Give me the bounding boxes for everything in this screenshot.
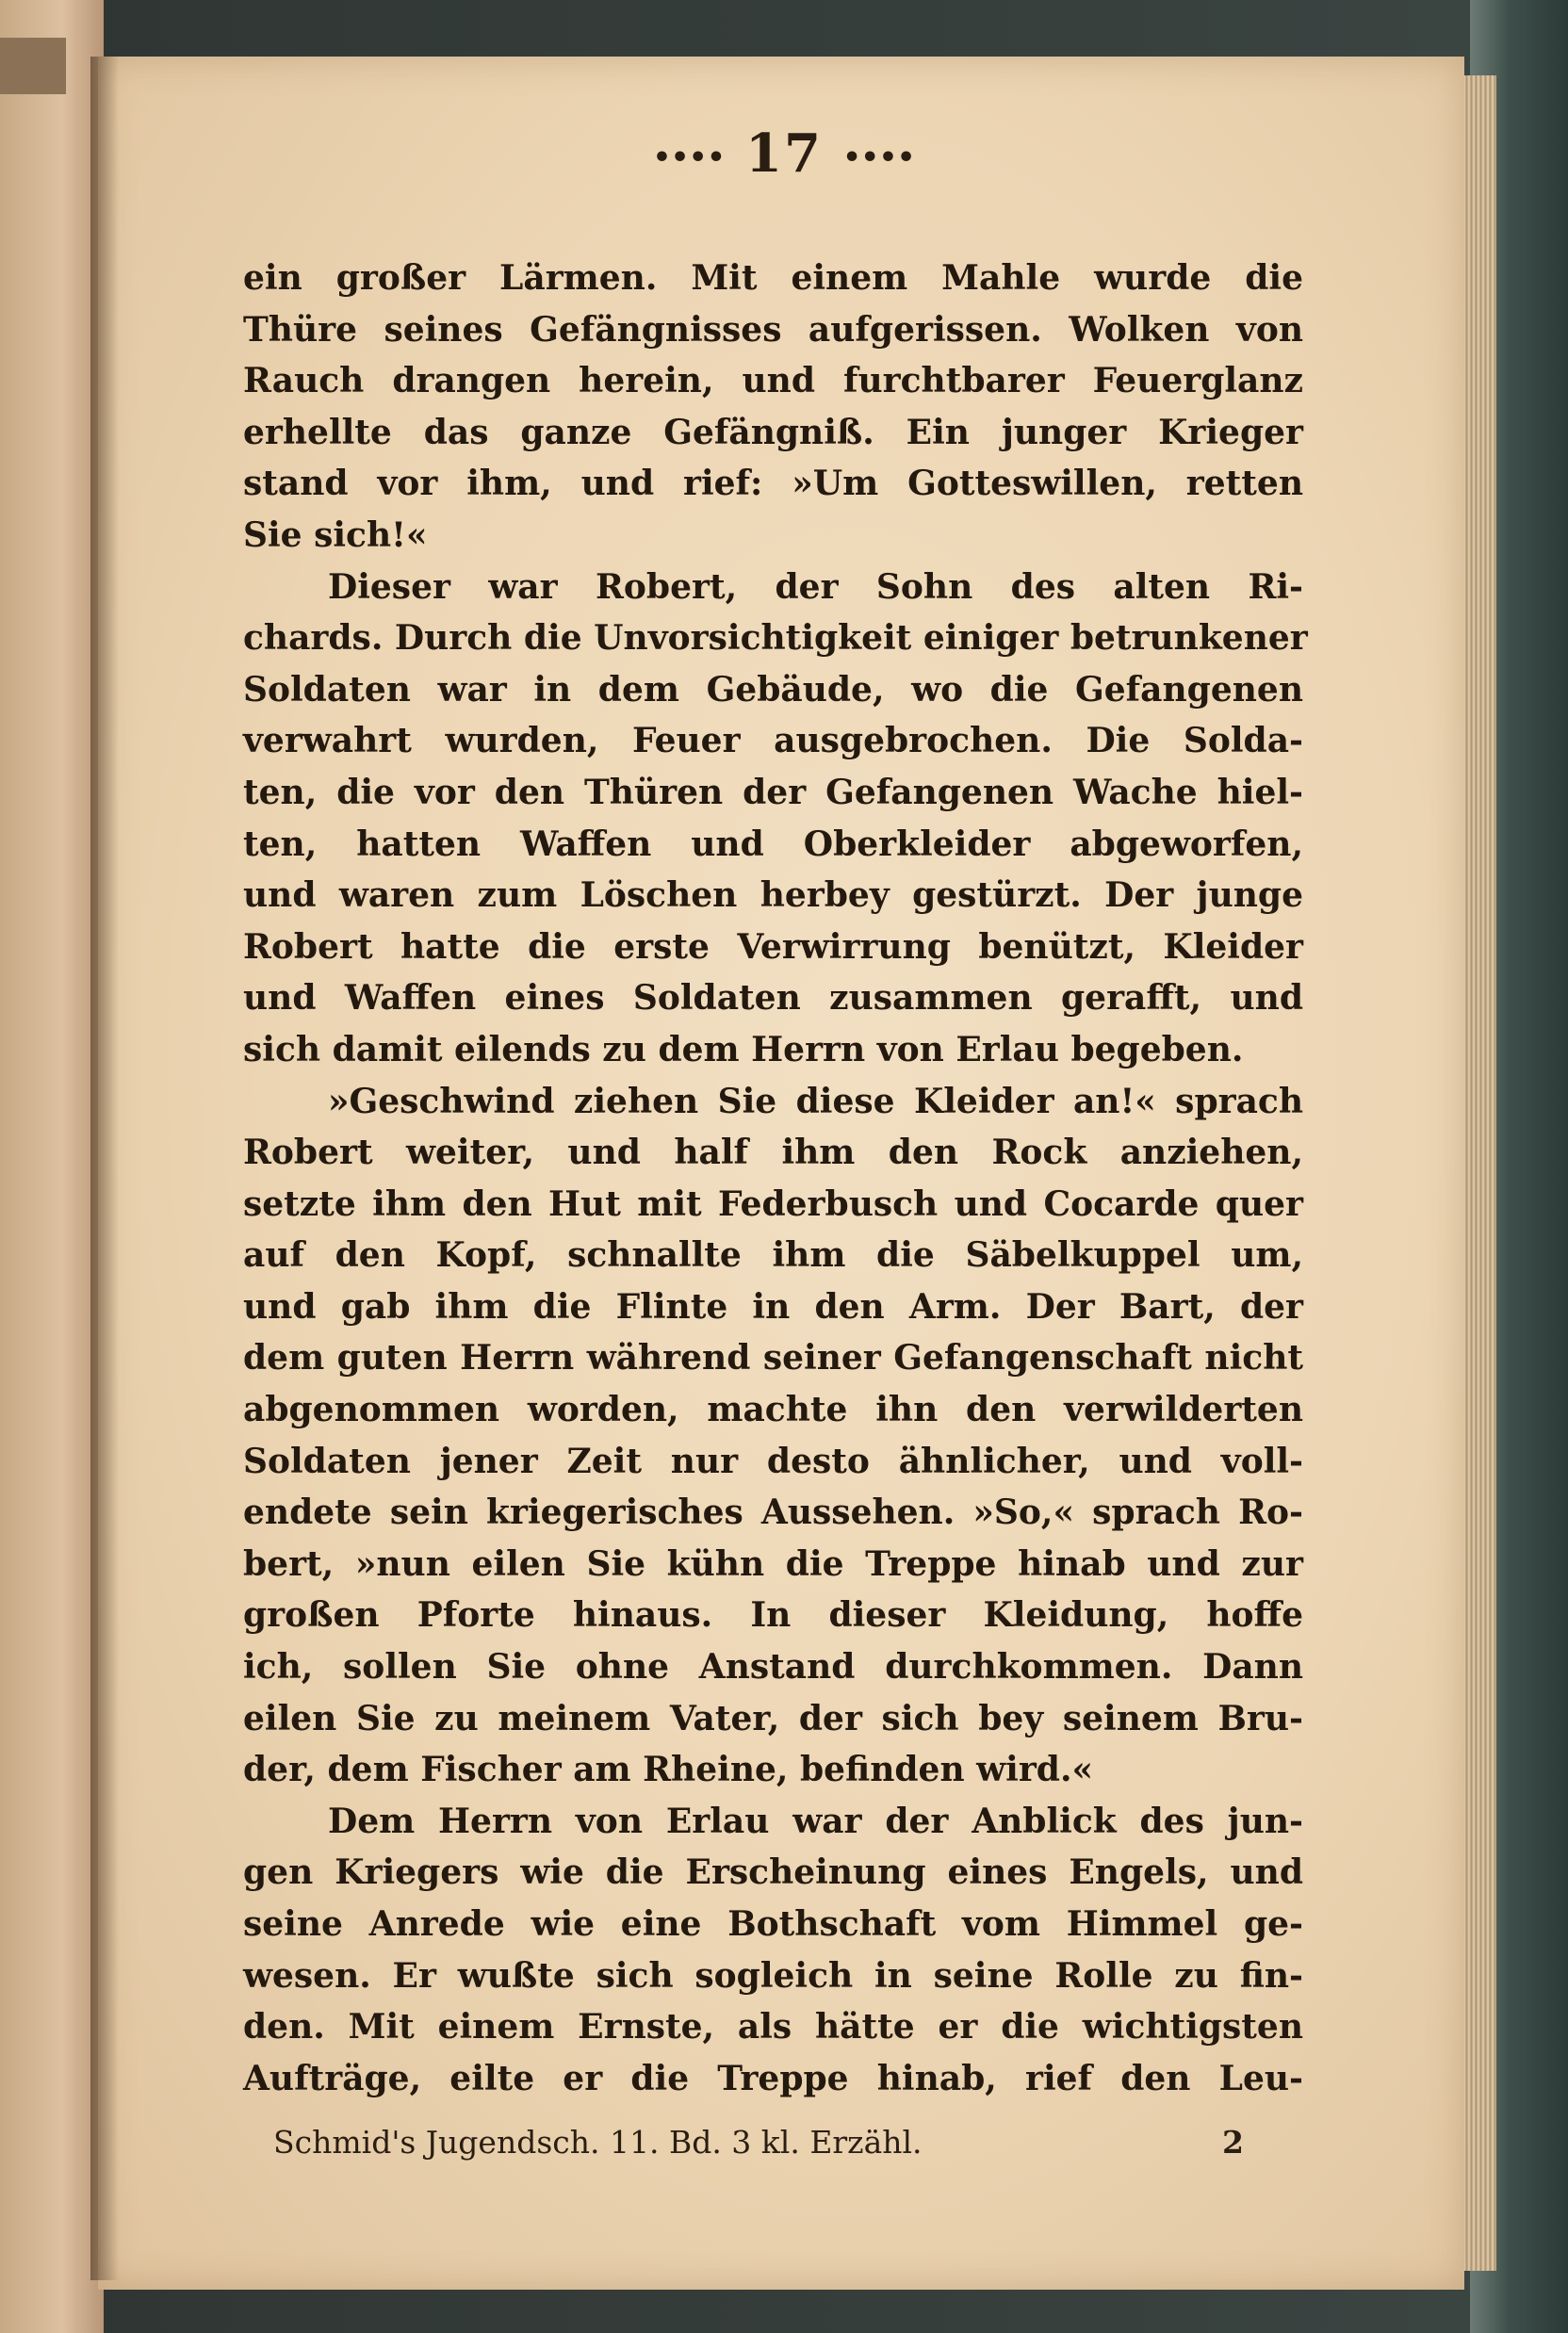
text-line: der, dem Fischer am Rheine, befinden wird.«: [243, 1750, 1094, 1790]
text-line: Robert weiter, und half ihm den Rock anziehen,: [243, 1133, 1303, 1173]
page-number: 17: [745, 122, 823, 185]
text-line: Thüre seines Gefängnisses aufgerissen. Wolken von: [243, 309, 1303, 350]
facing-page-edge: [0, 0, 104, 2333]
text-line: Soldaten war in dem Gebäude, wo die Gefangenen: [243, 669, 1303, 710]
text-line: Sie sich!«: [243, 514, 428, 555]
text-line: abgenommen worden, machte ihn den verwilderten: [243, 1390, 1303, 1430]
text-line: Robert hatte die erste Verwirrung benützt, Kleider: [243, 926, 1303, 967]
page-footer: [273, 2124, 1244, 2161]
text-line: großen Pforte hinaus. In dieser Kleidung, hoffe: [243, 1595, 1303, 1636]
text-line: stand vor ihm, und rief: »Um Gotteswillen, retten: [243, 464, 1303, 504]
text-line: wesen. Er wußte sich sogleich in seine Rolle zu fin-: [243, 1955, 1303, 1996]
text-line: ten, die vor den Thüren der Gefangenen Wache hiel-: [243, 772, 1303, 812]
text-line: und gab ihm die Flinte in den Arm. Der Bart, der: [243, 1286, 1303, 1327]
text-line: seine Anrede wie eine Bothschaft vom Himmel ge-: [243, 1904, 1303, 1944]
body-text: [243, 253, 1308, 2104]
text-line: den. Mit einem Ernste, als hätte er die wichtigsten: [243, 2007, 1303, 2047]
text-line: setzte ihm den Hut mit Federbusch und Cocarde quer: [243, 1183, 1303, 1224]
text-line: endete sein kriegerisches Aussehen. »So,« sprach Ro-: [243, 1493, 1303, 1533]
text-line: und Waffen eines Soldaten zusammen gerafft, und: [243, 978, 1303, 1019]
text-line: ein großer Lärmen. Mit einem Mahle wurde die: [243, 258, 1303, 298]
text-line: »Geschwind ziehen Sie diese Kleider an!« sprach: [328, 1081, 1303, 1121]
text-line: ich, sollen Sie ohne Anstand durchkommen. Dann: [243, 1647, 1303, 1688]
text-line: Rauch drangen herein, und furchtbarer Feuerglanz: [243, 361, 1303, 401]
text-line: verwahrt wurden, Feuer ausgebrochen. Die Solda-: [243, 721, 1303, 761]
gutter-shadow: [90, 57, 119, 2280]
text-line: erhellte das ganze Gefängniß. Ein junger Krieger: [243, 412, 1303, 452]
page-header: [0, 122, 1568, 185]
text-line: bert, »nun eilen Sie kühn die Treppe hinab und zur: [243, 1543, 1303, 1584]
text-line: ten, hatten Waffen und Oberkleider abgeworfen,: [243, 824, 1303, 864]
text-line: gen Kriegers wie die Erscheinung eines Engels, und: [243, 1852, 1303, 1893]
header-ornament-right: ••••: [842, 140, 916, 174]
header-ornament-left: ••••: [652, 140, 726, 174]
text-line: chards. Durch die Unvorsichtigkeit einiger betrunkener: [243, 618, 1308, 659]
page-edges: [1459, 75, 1496, 2271]
text-line: auf den Kopf, schnallte ihm die Säbelkuppel um,: [243, 1235, 1303, 1276]
text-line: eilen Sie zu meinem Vater, der sich bey seinem Bru-: [243, 1698, 1303, 1738]
text-line: und waren zum Löschen herbey gestürzt. Der junge: [243, 875, 1303, 916]
text-line: Dieser war Robert, der Sohn des alten Ri-: [328, 566, 1303, 607]
text-line: dem guten Herrn während seiner Gefangenschaft nicht: [243, 1338, 1303, 1379]
binding-cloth: [0, 38, 66, 94]
text-line: Dem Herrn von Erlau war der Anblick des jun-: [328, 1801, 1303, 1841]
text-line: Aufträge, eilte er die Treppe hinab, rief den Leu-: [243, 2058, 1303, 2098]
footer-imprint: Schmid's Jugendsch. 11. Bd. 3 kl. Erzähl.: [273, 2124, 923, 2161]
text-line: sich damit eilends zu dem Herrn von Erlau begeben.: [243, 1029, 1244, 1069]
signature-mark: 2: [1222, 2124, 1244, 2161]
text-line: Soldaten jener Zeit nur desto ähnlicher, und voll-: [243, 1441, 1303, 1481]
